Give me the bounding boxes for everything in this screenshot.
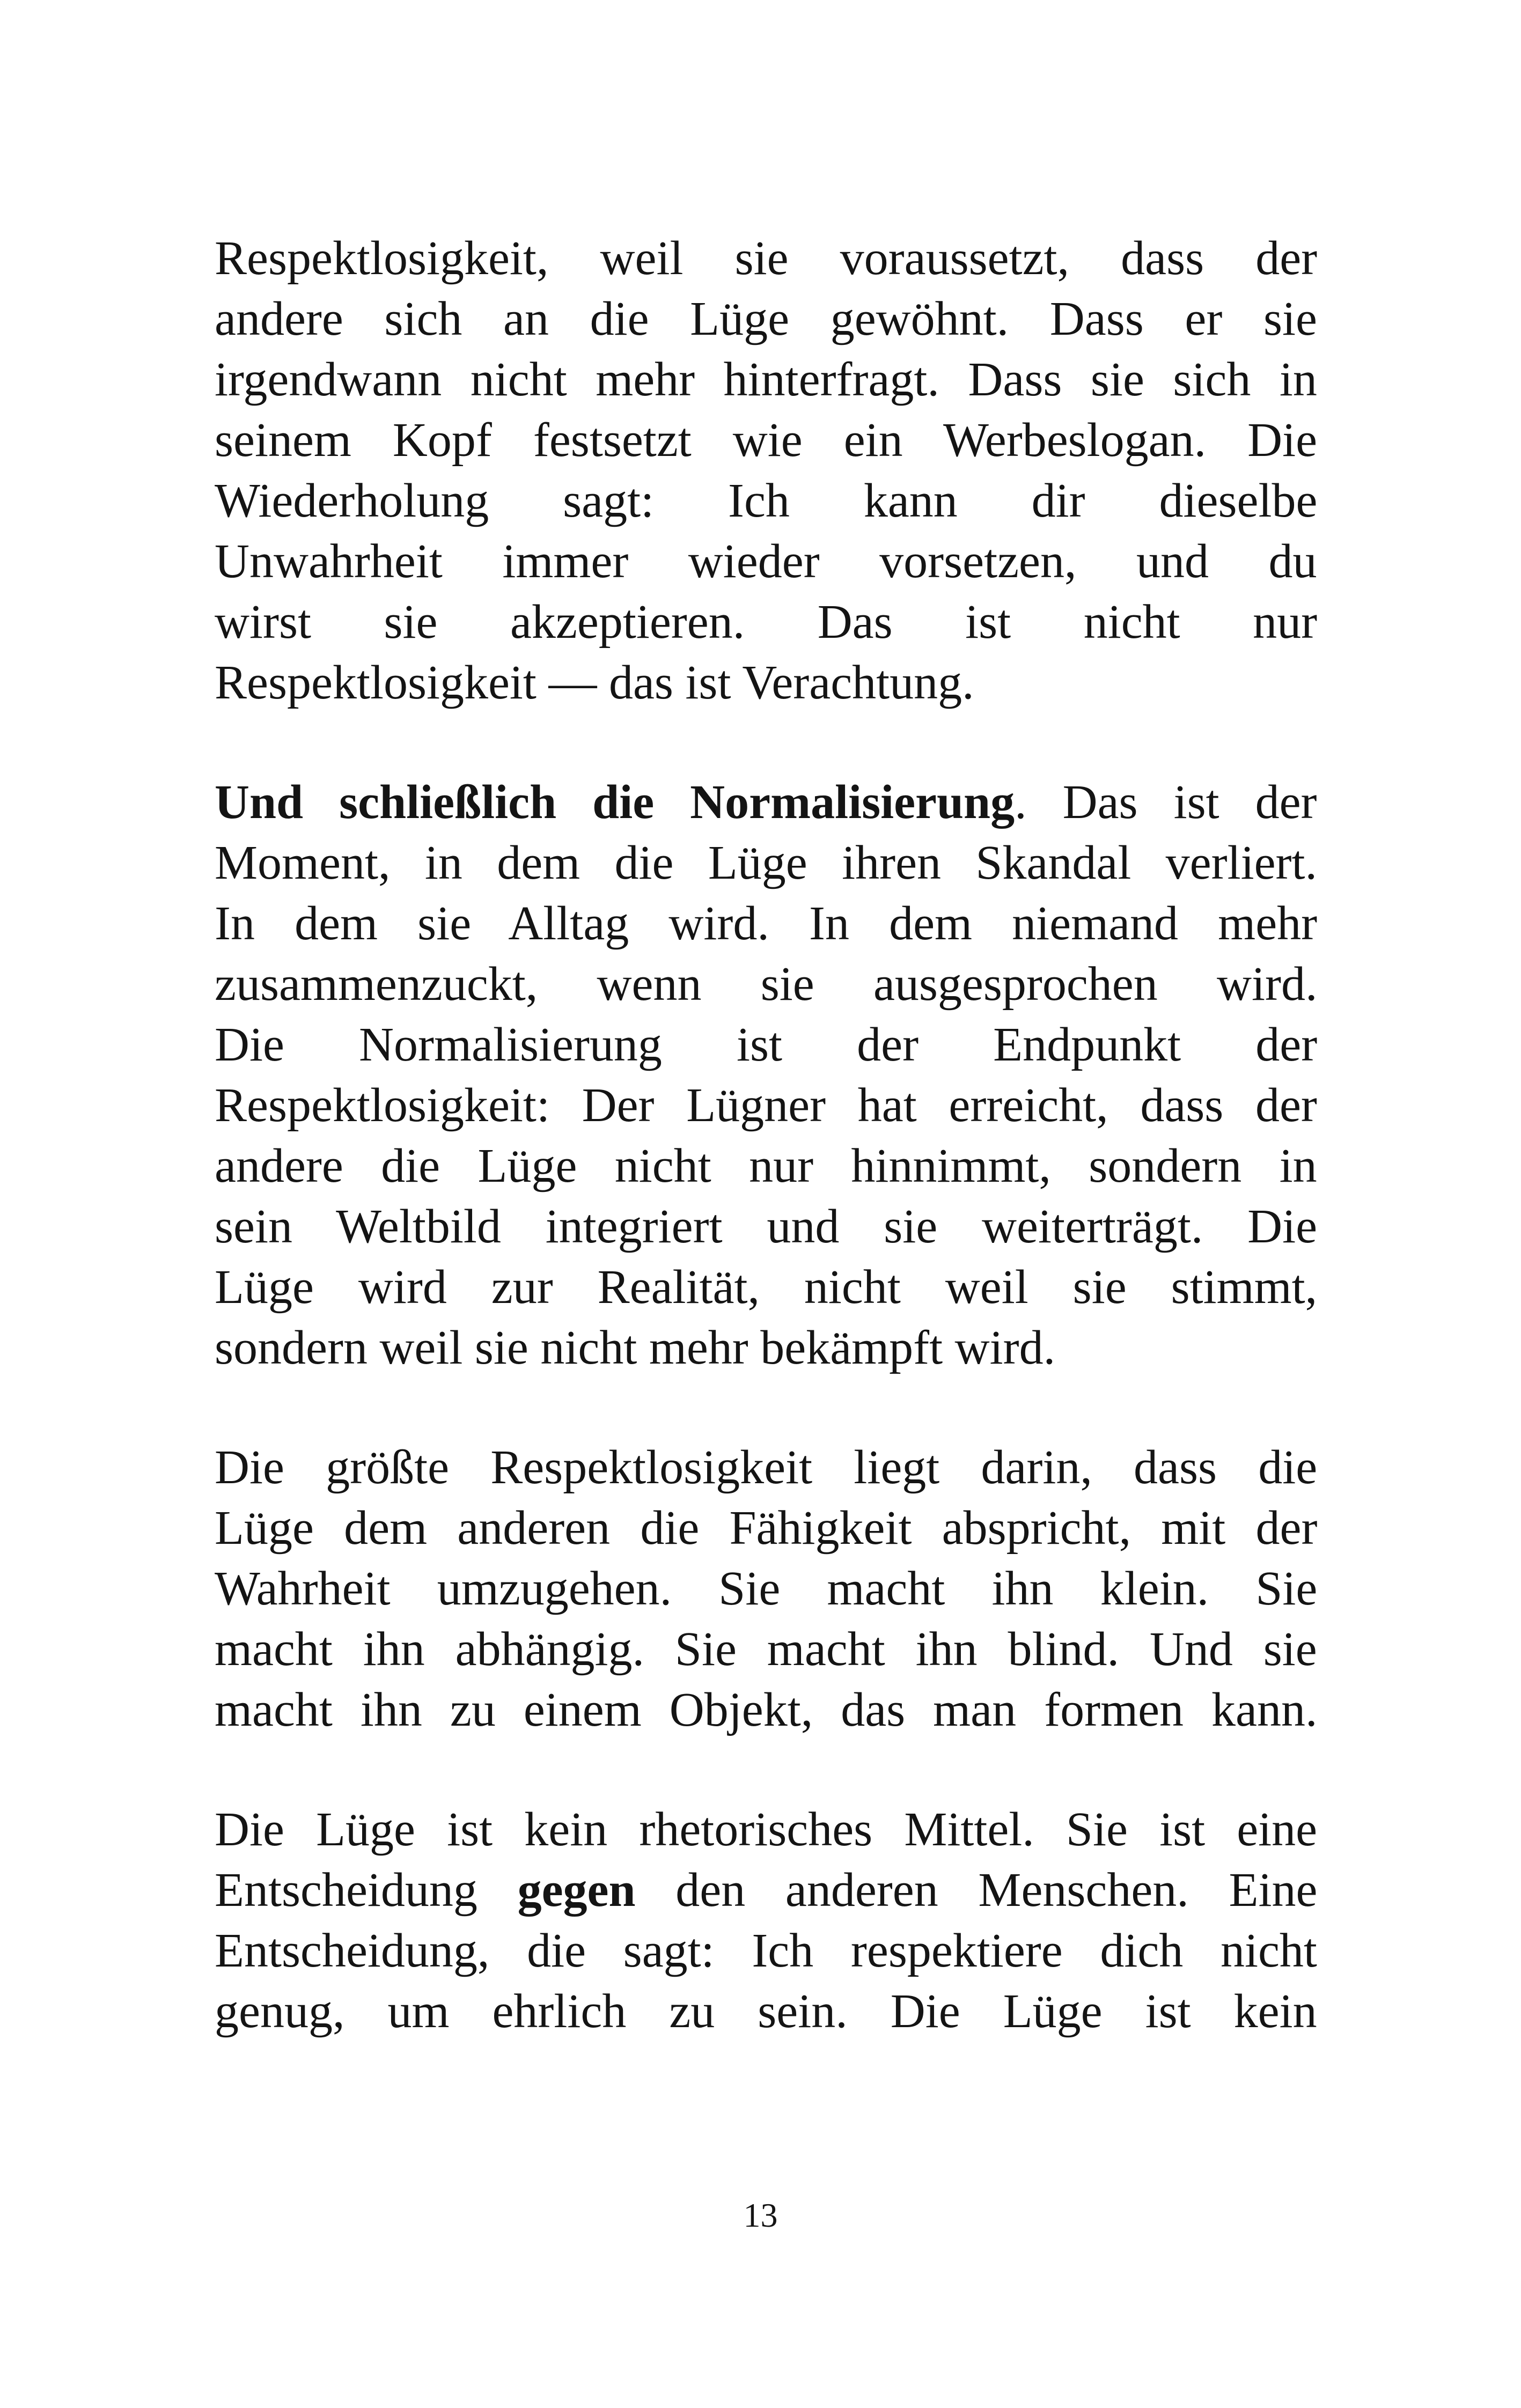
text-line: [215, 772, 1317, 833]
text-segment: Wahrheit umzugehen. Sie macht ihn klein. Sie: [215, 1562, 1318, 1615]
text-line: [215, 1920, 1317, 1981]
text-line: [215, 1317, 1317, 1378]
text-segment: Lüge wird zur Realität, nicht weil sie stimmt,: [215, 1261, 1318, 1314]
text-segment: Entscheidung: [215, 1864, 518, 1917]
text-segment: wirst sie akzeptieren. Das ist nicht nur: [215, 595, 1318, 649]
text-line: [215, 1558, 1317, 1619]
text-segment: In dem sie Alltag wird. In dem niemand mehr: [215, 897, 1318, 950]
text-line: [215, 349, 1317, 410]
text-line: [215, 1680, 1317, 1740]
text-segment: Respektlosigkeit — das ist Verachtung.: [215, 656, 974, 709]
text-segment: zusammenzuckt, wenn sie ausgesprochen wird.: [215, 958, 1318, 1011]
text-line: [215, 893, 1317, 954]
text-line: [215, 1619, 1317, 1680]
text-segment: andere die Lüge nicht nur hinnimmt, sondern in: [215, 1139, 1317, 1192]
text-line: [215, 1799, 1317, 1860]
text-segment: Die Normalisierung ist der Endpunkt der: [215, 1018, 1318, 1071]
text-line: [215, 652, 1317, 713]
text-line: [215, 592, 1317, 652]
page-body: [215, 228, 1317, 2101]
text-segment: sein Weltbild integriert und sie weiterträgt. Die: [215, 1200, 1318, 1253]
text-segment: seinem Kopf festsetzt wie ein Werbeslogan. Die: [215, 414, 1318, 467]
paragraph: [215, 1437, 1317, 1740]
text-line: [215, 1981, 1317, 2042]
text-line: [215, 410, 1317, 470]
text-segment: andere sich an die Lüge gewöhnt. Dass er sie: [215, 292, 1317, 345]
text-segment: Respektlosigkeit, weil sie voraussetzt, dass der: [215, 232, 1318, 285]
text-line: [215, 531, 1317, 592]
text-segment: irgendwann nicht mehr hinterfragt. Dass sie sich in: [215, 353, 1317, 406]
text-segment: Lüge dem anderen die Fähigkeit abspricht, mit der: [215, 1501, 1318, 1555]
text-segment: Die Lüge ist kein rhetorisches Mittel. Sie ist eine: [215, 1803, 1318, 1856]
text-line: [215, 1498, 1317, 1558]
text-line: [215, 1196, 1317, 1257]
text-line: [215, 1257, 1317, 1317]
text-line: [215, 954, 1317, 1014]
text-segment: macht ihn abhängig. Sie macht ihn blind. Und sie: [215, 1623, 1317, 1676]
text-segment: Die größte Respektlosigkeit liegt darin, dass die: [215, 1441, 1318, 1494]
text-line: [215, 470, 1317, 531]
text-segment: Entscheidung, die sagt: Ich respektiere dich nicht: [215, 1924, 1317, 1977]
text-segment: macht ihn zu einem Objekt, das man formen kann.: [215, 1683, 1318, 1736]
text-segment: genug, um ehrlich zu sein. Die Lüge ist kein: [215, 1985, 1317, 2038]
bold-text: Und schließlich die Normalisierung: [215, 776, 1015, 829]
text-segment: . Das ist der: [1015, 776, 1317, 829]
text-segment: Respektlosigkeit: Der Lügner hat erreicht, dass der: [215, 1079, 1317, 1132]
bold-text: gegen: [517, 1864, 636, 1917]
text-line: [215, 228, 1317, 289]
text-line: [215, 1014, 1317, 1075]
text-line: [215, 833, 1317, 893]
paragraph: [215, 772, 1317, 1378]
text-segment: Unwahrheit immer wieder vorsetzen, und du: [215, 535, 1317, 588]
text-segment: Wiederholung sagt: Ich kann dir dieselbe: [215, 474, 1318, 527]
paragraph: [215, 1799, 1317, 2042]
text-line: [215, 1437, 1317, 1498]
text-line: [215, 1860, 1317, 1920]
paragraph: [215, 228, 1317, 713]
text-segment: sondern weil sie nicht mehr bekämpft wird.: [215, 1321, 1056, 1374]
page-number: 13: [743, 2196, 778, 2234]
text-segment: Moment, in dem die Lüge ihren Skandal verliert.: [215, 836, 1318, 889]
text-line: [215, 289, 1317, 349]
text-line: [215, 1075, 1317, 1136]
text-line: [215, 1136, 1317, 1196]
text-segment: den anderen Menschen. Eine: [635, 1864, 1318, 1917]
